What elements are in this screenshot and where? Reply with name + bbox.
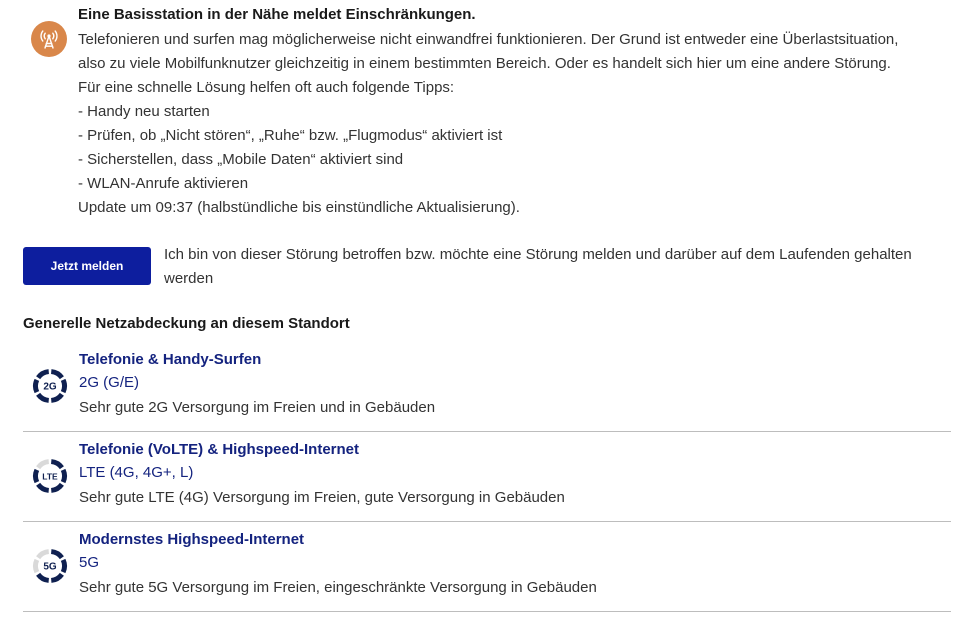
ring-segment [38,484,49,490]
ring-segment [63,380,64,392]
ring-segment [51,574,62,580]
network-badge: LTE [42,471,58,482]
signal-2g-icon [32,368,68,404]
notice-title: Eine Basisstation in der Nähe meldet Einschränkungen. [78,6,476,23]
ring-segment [38,462,49,468]
coverage-title-link[interactable]: Telefonie (VoLTE) & Highspeed-Internet [79,441,360,458]
ring-segment [51,462,62,468]
cell-tower-icon-svg [38,28,60,50]
ring-segment [63,560,64,572]
ring-segment [51,552,62,558]
ring-segment [63,470,64,482]
coverage-item-5g [23,522,951,612]
notice-line: Für eine schnelle Lösung helfen oft auch folgende Tipps: [78,79,455,96]
ring-segment [36,470,37,482]
signal-lte-icon [32,458,68,494]
notice-line: Telefonieren und surfen mag möglicherweise nicht einwandfrei funktionieren. Der Grund ist entweder eine Überlastsituation, [78,31,899,48]
notice-line: also zu viele Mobilfunknutzer gleichzeitig in einem bestimmten Bereich. Oder es handelt sich hier um eine andere Störung. [78,55,891,72]
notice-text [78,28,958,220]
coverage-technology: LTE (4G, 4G+, L) [79,464,194,481]
ring-segment [38,394,49,400]
ring-segment [38,574,49,580]
update-timestamp: Update um 09:37 (halbstündliche bis einstündliche Aktualisierung). [78,199,520,216]
coverage-description: Sehr gute 5G Versorgung im Freien, eingeschränkte Versorgung in Gebäuden [79,579,597,596]
coverage-list [23,342,951,612]
tip-item: - Handy neu starten [78,103,210,120]
report-description: Ich bin von dieser Störung betroffen bzw. möchte eine Störung melden und darüber auf dem Laufenden gehalten werden [164,246,912,287]
ring-segment [36,560,37,572]
ring-segment [36,380,37,392]
ring-segment [38,372,49,378]
coverage-title-link[interactable]: Modernstes Highspeed-Internet [79,531,305,548]
ring-segment [51,484,62,490]
tip-item: - Sicherstellen, dass „Mobile Daten“ aktiviert sind [78,151,404,168]
notice-body [78,4,958,220]
tip-item: - Prüfen, ob „Nicht stören“, „Ruhe“ bzw. „Flugmodus“ aktiviert ist [78,127,503,144]
ring-segment [51,372,62,378]
coverage-title-link[interactable]: Telefonie & Handy-Surfen [79,351,262,368]
coverage-technology: 5G [79,554,100,571]
network-badge: 5G [43,561,57,573]
coverage-description: Sehr gute 2G Versorgung im Freien und in Gebäuden [79,399,436,416]
coverage-item-lte [23,432,951,522]
tip-item: - WLAN-Anrufe aktivieren [78,175,249,192]
ring-segment [51,394,62,400]
report-now-button[interactable]: Jetzt melden [23,247,151,285]
network-badge: 2G [43,381,57,393]
signal-5g-icon [32,548,68,584]
coverage-heading: Generelle Netzabdeckung an diesem Standort [23,315,350,332]
ring-segment [38,552,49,558]
coverage-description: Sehr gute LTE (4G) Versorgung im Freien, gute Versorgung in Gebäuden [79,489,565,506]
coverage-item-2g [23,342,951,432]
cell-tower-icon [31,21,67,57]
coverage-technology: 2G (G/E) [79,374,140,391]
